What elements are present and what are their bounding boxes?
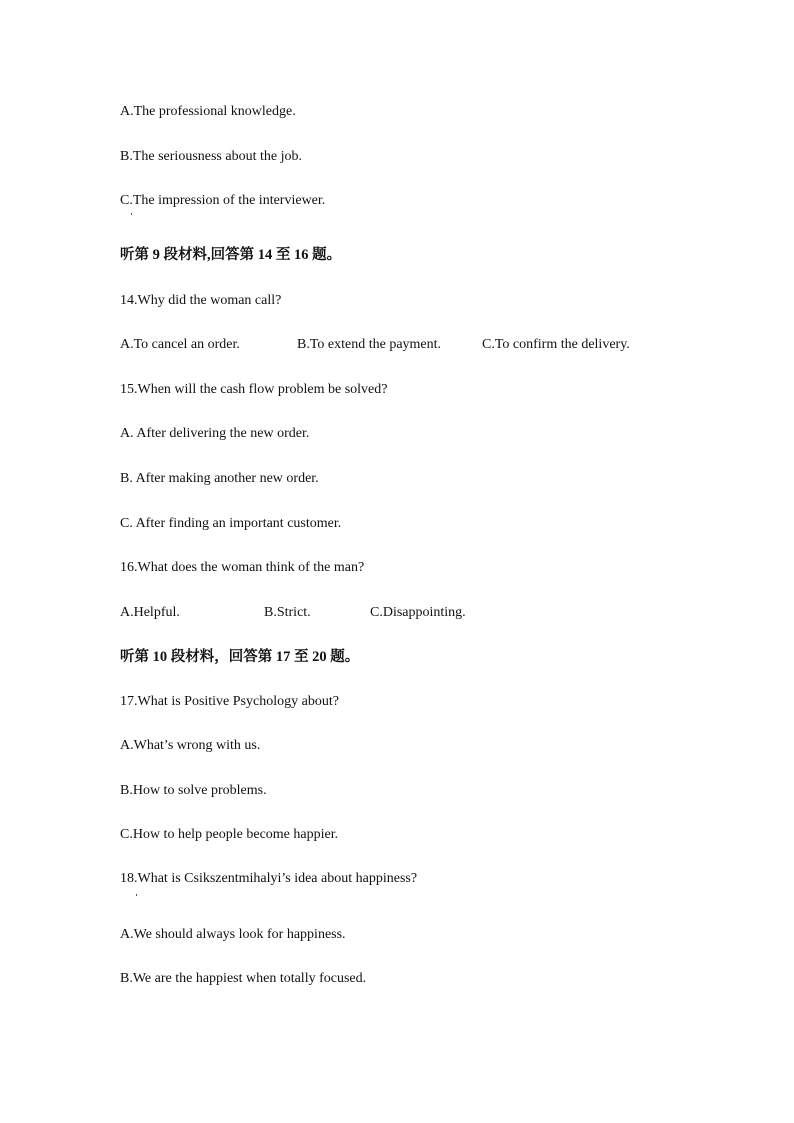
q15-option-a: A. After delivering the new order. xyxy=(120,426,310,441)
q17-option-c: C.How to help people become happier. xyxy=(120,827,339,842)
q15-option-c: C. After finding an important customer. xyxy=(120,516,342,531)
q16-options-row xyxy=(120,604,520,622)
q17-option-b: B.How to solve problems. xyxy=(120,783,267,798)
q16-option-c: C.Disappointing. xyxy=(370,605,466,620)
q14-option-b: B.To extend the payment. xyxy=(297,337,442,352)
q14-options-row xyxy=(120,336,680,354)
q15-question: 15.When will the cash flow problem be solved? xyxy=(120,382,388,397)
q13-option-c: C.The impression of the interviewer. xyxy=(120,193,326,208)
q14-option-a: A.To cancel an order. xyxy=(120,337,240,352)
q16-option-a: A.Helpful. xyxy=(120,605,180,620)
q13-option-b: B.The seriousness about the job. xyxy=(120,149,302,164)
stray-mark xyxy=(131,213,132,215)
q14-option-c: C.To confirm the delivery. xyxy=(482,337,630,352)
section-9-heading: 听第 9 段材料,回答第 14 至 16 题。 xyxy=(120,247,342,263)
q18-option-b: B.We are the happiest when totally focused. xyxy=(120,971,367,986)
q16-option-b: B.Strict. xyxy=(264,605,311,620)
section-10-heading: 听第 10 段材料，回答第 17 至 20 题。 xyxy=(120,649,360,665)
q17-option-a: A.What’s wrong with us. xyxy=(120,738,261,753)
q15-option-b: B. After making another new order. xyxy=(120,471,319,486)
q18-question: 18.What is Csikszentmihalyi’s idea about happiness? xyxy=(120,871,418,886)
q13-option-a: A.The professional knowledge. xyxy=(120,104,296,119)
stray-mark xyxy=(136,894,137,896)
q18-option-a: A.We should always look for happiness. xyxy=(120,927,346,942)
q16-question: 16.What does the woman think of the man? xyxy=(120,560,365,575)
q17-question: 17.What is Positive Psychology about? xyxy=(120,694,339,709)
q14-question: 14.Why did the woman call? xyxy=(120,293,282,308)
